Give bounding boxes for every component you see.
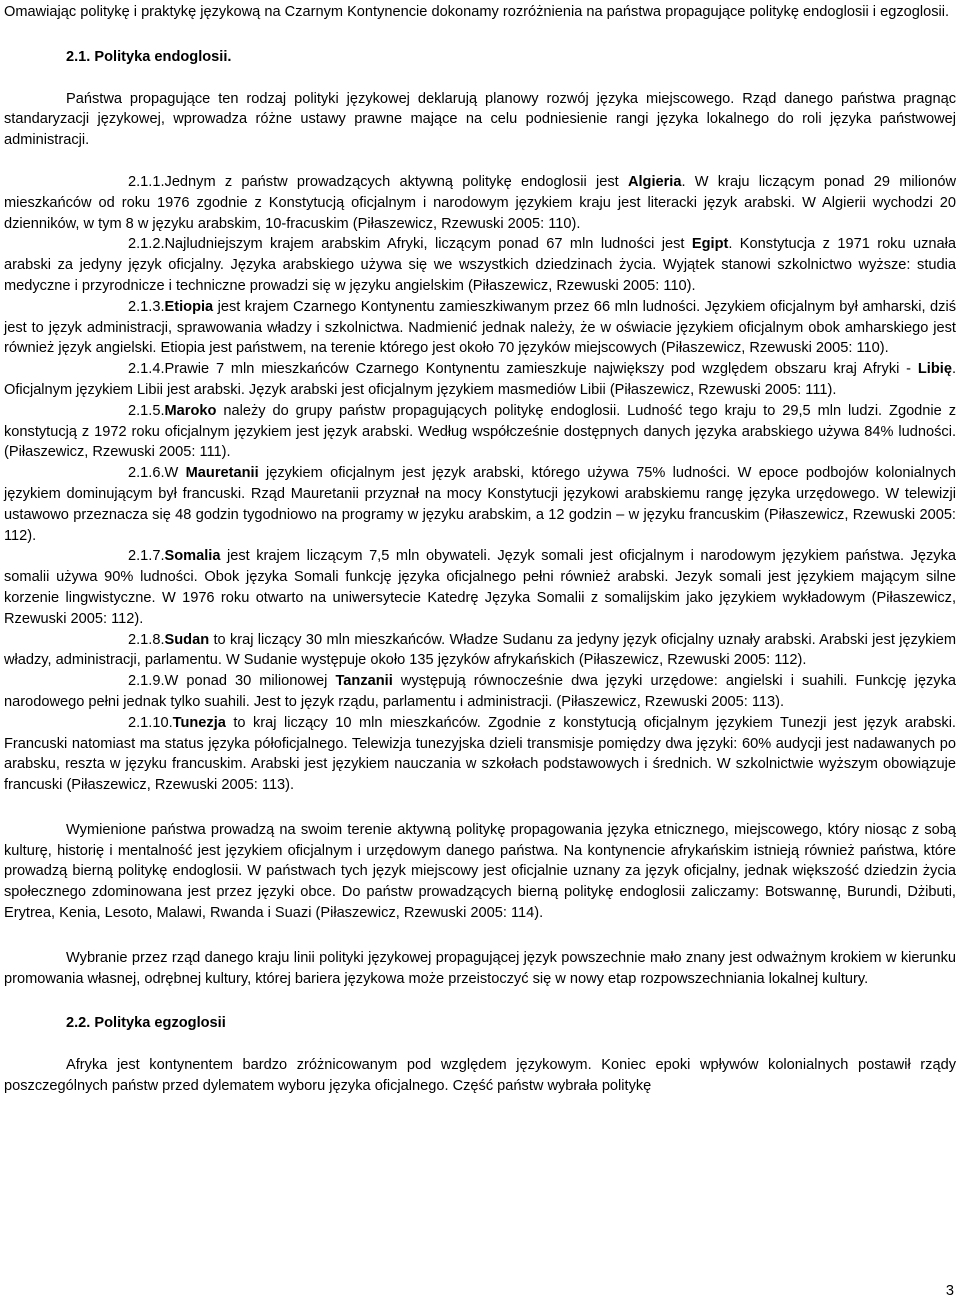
item-number: 2.1.5. xyxy=(128,402,165,419)
section-heading-endoglosia: 2.1. Polityka endoglosii. xyxy=(66,48,232,65)
policy-choice-paragraph: Wybranie przez rząd danego kraju linii polityki językowej propagującej język powszechnie mało znany jest odważnym krokiem w kierunku promowania własnej, odrębnej kultury, której bariera językowa może przeistoczyć się w nowy etap rozpowszechniania lokalnej kultury. xyxy=(4,949,956,987)
item-number: 2.1.1. xyxy=(128,173,165,190)
country-item xyxy=(4,463,956,546)
item-text-post: jest krajem Czarnego Kontynentu zamieszkiwanym przez 66 mln ludności. Językiem oficjalnym był amharski, dziś jest to język administracji, sprawowania władzy i szkolnictwa. Nadmienić jednak należy, że w oświacie językiem oficjalnym obok amharskiego jest również język angielski. Etiopia jest państwem, na terenie którego jest około 70 języków miejscowych (Piłaszewicz, Rzewuski 2005: 110). xyxy=(4,298,956,357)
item-text-pre: Najludniejszym krajem arabskim Afryki, liczącym ponad 67 mln ludności jest xyxy=(164,236,692,253)
item-number: 2.1.4. xyxy=(128,361,165,378)
item-text-post: językiem oficjalnym jest język arabski, którego używa 75% ludności. W epoce podbojów kolonialnych językiem dominującym był francuski. Rząd Mauretanii przyznał na mocy Konstytucji językowi arabskiemu rangę języka urzędowego. W telewizji ustawowo przeznacza się 48 godzin tygodniowo na programy w języku arabskim, a 12 godzin – w języku francuskim (Piłaszewicz, Rzewuski 2005: 112). xyxy=(4,465,956,544)
section-heading-exoglosia: 2.2. Polityka egzoglosii xyxy=(66,1015,226,1032)
country-name: Somalia xyxy=(164,548,221,565)
exoglosia-paragraph: Afryka jest kontynentem bardzo zróżnicowanym pod względem językowym. Koniec epoki wpływów kolonialnych postawił rządy poszczególnych państw przed dylematem wyboru języka oficjalnego. Część państw wybrała politykę xyxy=(4,1057,956,1095)
country-item xyxy=(4,297,956,359)
summary-paragraph: Wymienione państwa prowadzą na swoim terenie aktywną politykę propagowania języka etnicznego, miejscowego, który niosąc z sobą kulturę, historię i mentalność jest językiem oficjalnym i urzędowym danego państwa. Na kontynencie afrykańskim istnieją również państwa, które prowadzą bierną politykę endoglosii. W państwach tych język miejscowy jest oficjalnie uznany za język oficjalny, jednak większość dziedzin życia społecznego zdominowana jest przez języki obce. Do państw prowadzących bierną politykę endoglosii zaliczamy: Botswannę, Burundi, Dżibuti, Erytrea, Kenia, Lesoto, Malawi, Rwanda i Suazi (Piłaszewicz, Rzewuski 2005: 114). xyxy=(4,821,956,922)
item-number: 2.1.2. xyxy=(128,236,165,253)
country-name: Tunezja xyxy=(172,714,226,731)
country-name: Tanzanii xyxy=(335,673,393,690)
endoglosia-paragraph: Państwa propagujące ten rodzaj polityki językowej deklarują planowy rozwój języka miejscowego. Rząd danego państwa pragnąc standaryzacji językowej, wprowadza różne ustawy prawne mające na celu podniesienie rangi języka lokalnego do roli języka państwowej administracji. xyxy=(4,90,956,149)
item-text-pre: Jednym z państw prowadzących aktywną politykę endoglosii jest xyxy=(164,173,628,190)
item-number: 2.1.10. xyxy=(128,714,173,731)
country-name: Maroko xyxy=(164,402,217,419)
country-name: Mauretanii xyxy=(185,465,259,482)
country-item xyxy=(4,546,956,629)
item-text-post: należy do grupy państw propagujących politykę endoglosii. Ludność tego kraju to 29,5 mln ludzi. Zgodnie z konstytucją z 1972 roku oficjalnym językiem jest język arabski. Według współcześnie dostępnych danych języka arabskiego używa 84% ludności. (Piłaszewicz, Rzewuski 2005: 111). xyxy=(4,402,956,461)
document-page xyxy=(4,2,956,1097)
item-text-post: . W kraju liczącym ponad 29 milionów mieszkańców od roku 1976 zgodnie z Konstytucją oficjalnym i narodowym językiem kraju jest literacki język arabski. W Algierii wychodzi 20 dzienników, w tym 8 w języku arabskim, 10-fracuskim (Piłaszewicz, Rzewuski 2005: 110). xyxy=(4,173,956,232)
item-number: 2.1.6. xyxy=(128,465,165,482)
country-list xyxy=(4,172,956,796)
item-text-post: to kraj liczący 10 mln mieszkańców. Zgodnie z konstytucją oficjalnym językiem Tunezji jest język arabski. Francuski natomiast ma status języka półoficjalnego. Telewizja tunezyjska dzieli transmisje pomiędzy dwa języki: 60% audycji jest nadawanych po arabsku, reszta w języku francuskim. Arabski jest językiem nauczania w szkołach podstawowych i średnich. W szkolnictwie wyższym obowiązuje francuski (Piłaszewicz, Rzewuski 2005: 113). xyxy=(4,714,956,794)
item-number: 2.1.7. xyxy=(128,548,165,565)
page-number: 3 xyxy=(945,1283,954,1299)
country-name: Libię xyxy=(917,361,952,378)
item-text-post: to kraj liczący 30 mln mieszkańców. Władze Sudanu za jedyny język oficjalny uznały arabski. Arabski jest językiem władzy, administracji, parlamentu. W Sudanie występuje około 135 języków afrykańskich (Piłaszewicz, Rzewuski 2005: 112). xyxy=(4,631,956,669)
item-text-pre: W xyxy=(164,465,186,482)
item-text-post: występują równocześnie dwa języki urzędowe: angielski i suahili. Funkcję języka narodowego pełni jednak tylko suahili. Jest to język rządu, parlamentu i administracji. (Piłaszewicz, Rzewuski 2005: 113). xyxy=(4,673,957,710)
country-name: Egipt xyxy=(691,236,729,253)
country-item xyxy=(4,713,956,796)
country-name: Etiopia xyxy=(164,298,214,315)
item-number: 2.1.8. xyxy=(128,631,165,648)
country-item xyxy=(4,671,956,713)
item-text-post: . Konstytucja z 1971 roku uznała arabski za jedyny język oficjalny. Języka arabskiego używa się we wszystkich dziedzinach życia. Wyjątek stanowi szkolnictwo wyższe: studia medyczne i przyrodnicze i techniczne prowadzi się w języku angielskim (Piłaszewicz, Rzewuski 2005: 110). xyxy=(4,236,956,294)
country-item xyxy=(4,234,956,296)
item-number: 2.1.3. xyxy=(128,298,165,315)
item-number: 2.1.9. xyxy=(128,673,165,690)
country-name: Algieria xyxy=(627,173,682,190)
country-item xyxy=(4,630,956,672)
country-item xyxy=(4,172,956,234)
country-name: Sudan xyxy=(164,631,210,648)
intro-paragraph: Omawiając politykę i praktykę językową na Czarnym Kontynencie dokonamy rozróżnienia na państwa propagujące politykę endoglosii i egzoglosii. xyxy=(4,4,950,20)
item-text-pre: W ponad 30 milionowej xyxy=(164,673,336,690)
country-item xyxy=(4,401,956,463)
item-text-post: . Oficjalnym językiem Libii jest arabski. Język arabski jest oficjalnym językiem masmediów Libii (Piłaszewicz, Rzewuski 2005: 111). xyxy=(4,361,956,398)
country-item xyxy=(4,359,956,401)
item-text-post: jest krajem liczącym 7,5 mln obywateli. Język somali jest oficjalnym i narodowym językiem państwa. Języka somalii używa 90% ludności. Obok języka Somali funkcję języka oficjalnego pełni również arabski. Jezyk somali jest językiem mającym silne korzenie lingwistyczne. W 1976 roku otwarto na uniwersytecie Katedrę Języka Somalii z somalijskim jako językiem wykładowym (Piłaszewicz, Rzewuski 2005: 112). xyxy=(4,548,956,627)
item-text-pre: Prawie 7 mln mieszkańców Czarnego Kontynentu zamieszkuje największy pod względem obszaru kraj Afryki - xyxy=(164,361,918,378)
